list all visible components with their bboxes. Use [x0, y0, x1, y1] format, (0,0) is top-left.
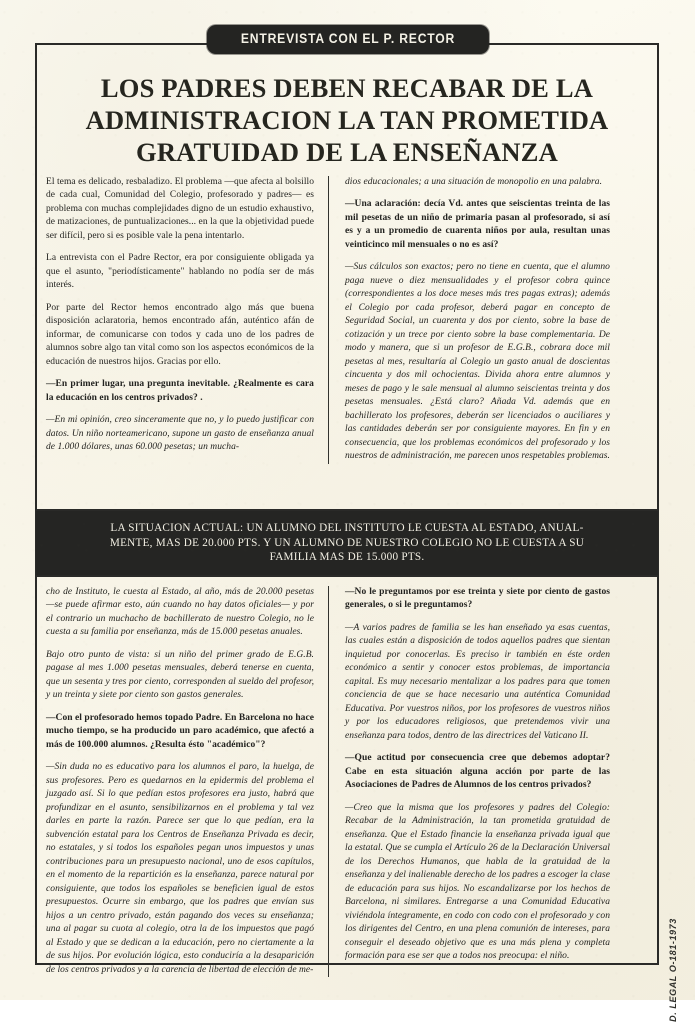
pullquote-line-2: MENTE, MAS DE 20.000 PTS. Y UN ALUMNO DE NUESTRO COLEGIO NO LE CUESTA A SU [109, 536, 585, 549]
headline-line-2: ADMINISTRACION LA TAN PROMETIDA [85, 105, 609, 136]
paragraph-bottom-left-3: —Con el profesorado hemos topado Padre. En Barcelona no hace mucho tiempo, se ha producido un paro académico, que afectó a más de 100.000 alumnos. ¿Resulta ésto "académico"? [46, 712, 314, 750]
section-kicker-label: ENTREVISTA CON EL P. RECTOR [240, 31, 455, 46]
legal-deposit-block [668, 810, 685, 1022]
rule-below-pullquote [36, 575, 658, 577]
section-kicker-banner [206, 25, 488, 54]
pullquote-text [110, 521, 584, 566]
paragraph-bottom-left-2: Bajo otro punto de vista: si un niño del primer grado de E.G.B. pagase al mes 1.000 pesetas mensuales, deberá tenerse en cuenta, que un sesenta y tres por ciento, corresponden al sueldo del profesor, y un treinta y siete por ciento son gastos generales. [46, 649, 314, 701]
article-body-upper [46, 176, 648, 464]
paragraph-top-left-2: La entrevista con el Padre Rector, era por consiguiente obligada ya que el asunto, "periodísticamente" hablando no podía ser de más interés. [46, 253, 314, 291]
paragraph-top-left-3: Por parte del Rector hemos encontrado algo más que buena disposición aclaratoria, hemos encontrado afán, auténtico afán de informar, de comunicarse con todos y cada uno de los padres de alumnos sobre algo tan vital como son los aspectos económicos de la educación de nuestros hijos. Gracias por ello. [46, 302, 314, 367]
paragraph-bottom-right-1: —No le preguntamos por ese treinta y siete por ciento de gastos generales, o si le preguntamos? [345, 587, 610, 611]
article-headline [44, 72, 650, 168]
paragraph-top-left-5: —En mi opinión, creo sinceramente que no, y lo puedo justificar con datos. Un niño norteamericano, supone un gasto de enseñanza anual de 1.000 dólares, unas 60.000 pesetas; un mucha- [46, 415, 314, 453]
headline-line-1: LOS PADRES DEBEN RECABAR DE LA [100, 73, 594, 103]
paragraph-top-right-2: —Una aclaración: decía Vd. antes que seiscientas treinta de las mil pesetas de un niño de primaria pasan al profesorado, si así es y a un promedio de cuarenta niños por aula, resultan unas veinticinco mil mensuales o no es así? [345, 199, 610, 250]
column-upper-left [46, 176, 328, 464]
paragraph-top-right-1: dios educacionales; a una situación de monopolio en una palabra. [345, 177, 603, 187]
pullquote-banner [36, 511, 658, 575]
paragraph-bottom-right-3: —Que actitud por consecuencia cree que debemos adoptar? Cabe en esta situación alguna acción por parte de las Asociaciones de Padres de Alumnos de los centros privados? [345, 753, 610, 791]
paragraph-bottom-left-1: cho de Instituto, le cuesta al Estado, al año, más de 20.000 pesetas —se puede afirmar esto, aún cuando no hay datos oficiales— y por el contrario un muchacho de bachillerato de nuestro Colegio, no le cuesta a su familia por enseñanza, más de 15.000 pesetas anuales. [46, 587, 314, 638]
article-body-lower [46, 586, 648, 977]
headline-line-3: GRATUIDAD DE LA ENSEÑANZA [136, 137, 558, 168]
column-upper-right [328, 176, 610, 464]
paragraph-top-right-3: —Sus cálculos son exactos; pero no tiene en cuenta, que el alumno paga nueve o diez mensualidades y el profesor cobra quince (correspondientes a los doce meses más tres pagas extras); además el Colegio por cada profesor, deberá pagar en concepto de Seguridad Social, un cuarenta y dos por ciento, sobre la base de cotización y un trece por ciento sobre la base complementaria. De modo y manera, que si un profesor de E.G.B., cobrara doce mil pesetas al mes, resultaría al Colegio un gasto anual de doscientas cincuenta y dos mil ochocientas. Divida ahora entre alumnos y meses de pago y le sale mensual al alumno seiscientas treinta y dos pesetas mensuales. ¿Está claro? Añada Vd. además que en bachillerato los profesores, deberán ser licenciados o auciliares y las cantidades deberán ser por consiguiente mayores. En fin y en consecuencia, que los problemas económicos del profesorado y los nuestros de administración, me parecen unos respetables problemas. [345, 262, 610, 462]
pullquote-line-1: LA SITUACION ACTUAL: UN ALUMNO DEL INSTITUTO LE CUESTA AL ESTADO, ANUAL- [110, 521, 584, 534]
paragraph-top-left-4: —En primer lugar, una pregunta inevitable. ¿Realmente es cara la educación en los centros privados? . [46, 379, 314, 403]
paragraph-top-left-1: El tema es delicado, resbaladizo. El problema —que afecta al bolsillo de cada cual, Comunidad del Colegio, profesorado y padres— es problema con muchas complejidades digno de un estudio exhaustivo, de matizaciones, de puntualizaciones... en la que la objetividad puede ser difícil, pero si es posible vale la pena intentarlo. [46, 177, 314, 241]
legal-deposit-text: D. LEGAL O-181-1973 [668, 918, 678, 1022]
paragraph-bottom-right-4: —Creo que la misma que los profesores y padres del Colegio: Recabar de la Administración, la tan prometida gratuidad de enseñanza. Que el Estado financie la enseñanza privada igual que la estatal. Que se cumpla el Artículo 26 de la Declaración Universal de los Derechos Humanos, que habla de la gratuidad de la enseñanza y del inalienable derecho de los padres a escoger la clase de educación para sus hijos. No escandalizarse por los hechos de Barcelona, ni similares. Entregarse a una Comunidad Educativa viviéndola íntegramente, en codo con codo con el profesorado y con los dirigentes del Centro, en una plena comunión de intereses, para conseguir el deseado objetivo que es una más plena y completa formación para ese ser que a todos nos preocupa: el niño. [345, 802, 610, 962]
paragraph-bottom-right-2: —A varios padres de familia se les han enseñado ya esas cuentas, las cuales están a disposición de todos aquellos padres que sientan inquietud por conocerlas. Es preciso ir también en éste orden económico a sentir y conocer estos problemas, de importancia capital. Es muy necesario mentalizar a los padres para que tomen conciencia de que se hace necesario una auténtica Comunidad Educativa. Por vuestros niños, por los profesores de vuestros niños y por los educadores religiosos, que pretendemos vivir una enseñanza para todos, dentro de las directrices del Vaticano II. [345, 622, 610, 741]
pullquote-line-3: FAMILIA MAS DE 15.000 PTS. [269, 551, 425, 564]
column-lower-left [46, 586, 328, 977]
column-lower-right [328, 586, 610, 977]
paragraph-bottom-left-4: —Sin duda no es educativo para los alumnos el paro, la huelga, de sus profesores. Pero es quedarnos en la epidermis del problema el juzgado así. Si lo que pedían estos profesores era justo, habrá que profundizar en el asunto, sensibilizarnos en el problema y tal vez darles en parte la razón. Parece ser que lo que pedían, era la subvención estatal para los Centros de Enseñanza Privada es decir, no estatales, y si todos los españoles pegan unos impuestos y unas contribuciones para un presupuesto nacional, uno de esos capítulos, en el momento de la repartición es la enseñanza, parece natural por consiguiente, que todos los españoles se beneficien igual de estos presupuestos. Ocurre sin embargo, que los padres que envían sus hijos a un centro privado, están pagando dos veces su enseñanza; una al pagar su cuota al colegio, otra la de los impuestos que pagó al Estado y que se dedican a la educación, pero no ciertamente a la de sus hijos. Por evolución lógica, esto conduciría a la desaparición de los centros privados y a la carencia de libertad de elección de me- [46, 762, 314, 975]
